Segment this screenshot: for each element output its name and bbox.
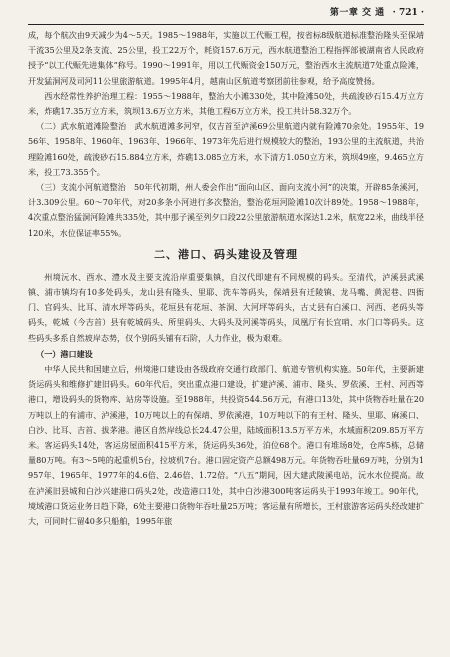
running-head-chapter: 第一章 交 通: [329, 8, 385, 18]
paragraph-3: （二）武水航道滩险整治 武水航道滩多河窄，仅吉首至泸溪69公里航道内就有险滩70余处。1955年、1956年、1958年、1960年、1963年、1966年、1973年先后进行规模较大的整治，193公里的主流航道，共治理险滩160处，疏浚砂石15.884立方米，炸礁13.085立方米，水下清方1.050立方米，筑坝49座，9.465立方米，投工73.355个。: [28, 121, 424, 177]
subsection-title: （一）港口建设: [36, 348, 93, 359]
page-number: · 721 ·: [392, 8, 424, 18]
page-body: [28, 28, 424, 651]
paragraph-6: 中华人民共和国建立后，州境港口建设由各级政府交通行政部门、航道专管机构实施。50年代，主要新建货运码头和维修扩建旧码头。60年代后，突出重点港口建设，扩建泸溪、浦市、隆头、罗依溪、王村、河西等港口，增设码头的货物库、站房等设施。至1988年，共投资544.56万元，有港口13处，其中货物吞吐量在20万吨以上的有浦市、泸溪港，10万吨以上的有保靖、罗依溪港，10万吨以下的有王村、隆头、里耶、麻溪口、白沙、比耳、吉首、拔茅港。港区自然岸线总长24.47公里，陆域面积13.5万平方米，水域面积209.85万平方米。客运码头14处，客运房屋面积415平方米，货运码头36处，泊位68个。港口有堆场8处，仓库5栋，总储量80万吨。有3～5吨的起重机5台，拉坡机7台。港口固定资产总额498万元。年货物吞吐量69万吨，分别为1957年、1965年、1977年的4.6倍、2.46倍、1.72倍。“八五”期间，因大建武陵溪电站，沅水水位提高。故在泸溪旧县城和白沙兴建港口码头2处，改造港口1处，其中白沙港300吨客运码头于1993年竣工。90年代，境域港口货运业务日趋下降，6处主要港口货物年吞吐量25万吨；客运量有所增长，王村旅游客运码头经改建扩大，可同时仁留40多只船舶，1995年旅: [28, 364, 424, 527]
page-header: [28, 6, 424, 21]
paragraph-4: （三）支流小河航道整治 50年代初期，州人委会作出“面向山区、面向支流小河”的决策，开辟85条溪河，计3.309公里。60～70年代，对20多条小河进行多次整治，整治花垣河险滩10次计89处。1958～1988年，4次重点整治猛洞河险滩共335处，其中那子溪至列夕口段22公里旅游航道水深达1.2米，航宽22米，曲线半径120米，水位保证率55%。: [28, 182, 424, 238]
section-title: 二、港口、码头建设及管理: [154, 247, 298, 261]
paragraph-2: 西水经常性养护治理工程：1955～1988年，整治大小滩330处，其中险滩50处，共疏浚砂石15.4万立方米，炸礁17.35万立方米，筑坝13.6万立方米，其他工程6万立方米，投工共计58.32万个。: [28, 90, 424, 117]
paragraph-5: 州境沅水、酉水、澧水及主要支流沿岸重要集镇，自汉代即建有不同规模的码头。至清代，泸溪县武溪镇、浦市镇均有10多处码头，龙山县有隆头、里耶、洗车等码头，保靖县有迁陵镇、龙马嘴、黄泥巷、四衙门、官码头、比耳、清水坪等码头，花垣县有花垣、茶洞、大河坪等码头，古丈县有白溪口、河西、老码头等码头，乾城（今吉首）县有乾城码头、所里码头、大码头及河溪等码头，凤凰厅有长宜哨、水门口等码头。这些码头多系自然坡岸态势，仅个别码头铺有石阶，人力作业，极为艰难。: [28, 271, 424, 343]
header-rule: [28, 24, 424, 25]
paragraph-1: 成，每个航次由9天减少为4～5天。1985～1988年，实施以工代赈工程，按省标8级航道标准整治隆头至保靖干流35公里及2条支流、25公里，投工22万个，耗资157.6万元，西水航道整治工程指挥部被湖南省人民政府授予“以工代赈先进集体”称号。1990～1991年，用以工代赈资金150万元，整治西水主流航道7处重点险滩，开发猛洞河及司河11公里旅游航道。1995年4月，越南山区航道考察团前往参观，给予高度赞扬。: [28, 30, 424, 86]
